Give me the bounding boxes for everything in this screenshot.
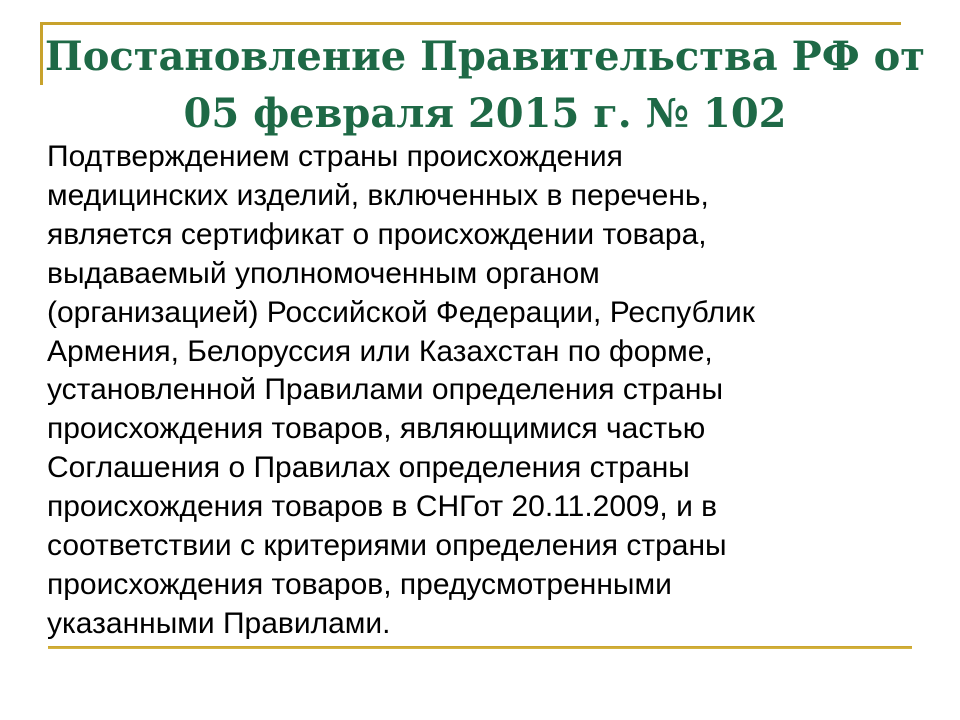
body-text-line: Подтверждением страны происхождения <box>47 140 623 173</box>
body-text-line: происхождения товаров в СНГот 20.11.2009, и в <box>47 490 718 524</box>
body-text-line: указанными Правилами. <box>47 606 391 640</box>
body-text-line: выдаваемый уполномоченным органом <box>47 256 600 290</box>
body-text-line: Соглашения о Правилах определения страны <box>47 451 690 485</box>
body-text-line: соответствии с критериями определения страны <box>47 529 727 563</box>
slide-body-text <box>47 138 932 644</box>
body-text-line: (организацией) Российской Федерации, Республик <box>47 295 755 329</box>
body-text-line: происхождения товаров, являющимися частью <box>47 412 706 446</box>
gold-accent-line-top <box>41 22 901 25</box>
slide-title <box>40 28 930 142</box>
body-text-line: установленной Правилами определения страны <box>47 373 724 407</box>
body-text-line: является сертификат о происхождении товара, <box>47 217 707 251</box>
slide-title-line-2: 05 февраля 2015 г. № 102 <box>183 90 787 137</box>
body-text-line: Армения, Белоруссия или Казахстан по форме, <box>47 334 713 368</box>
body-text-line: медицинских изделий, включенных в перечень, <box>47 178 709 212</box>
body-text-line: происхождения товаров, предусмотренными <box>47 567 672 601</box>
slide-title-line-1: Постановление Правительства РФ от <box>44 33 926 80</box>
gold-accent-line-bottom <box>48 646 912 649</box>
